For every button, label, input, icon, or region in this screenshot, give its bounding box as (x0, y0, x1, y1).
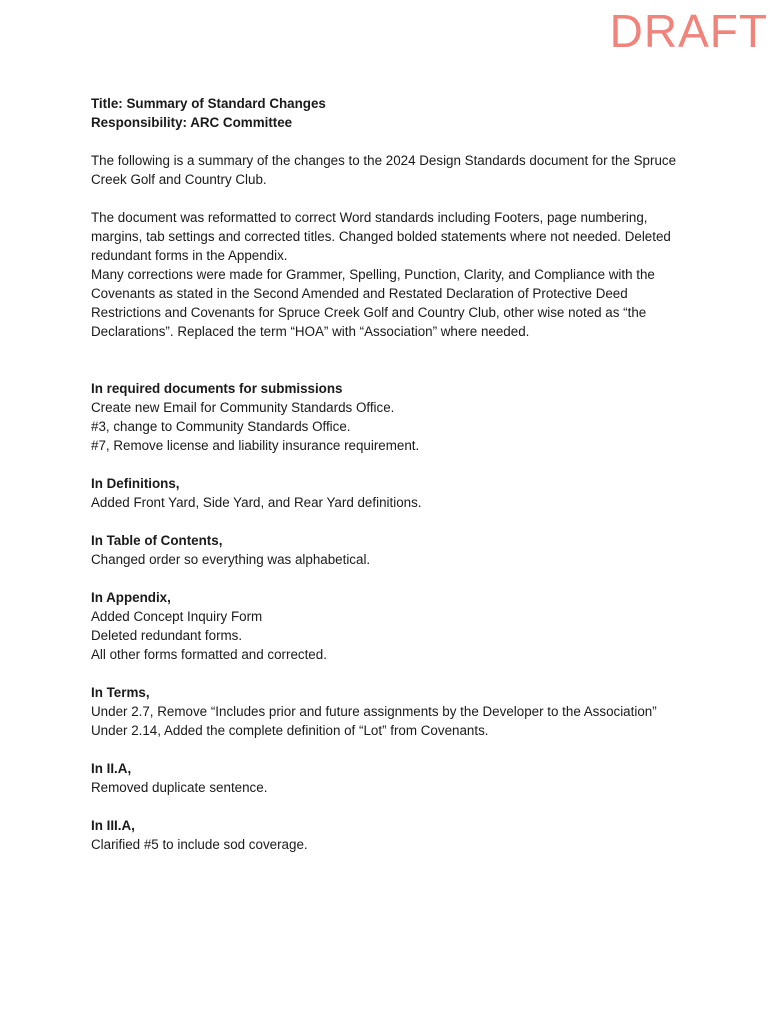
intro-paragraph: The following is a summary of the changes to the 2024 Design Standards document for the Spruce Creek Golf and Country Club. (91, 153, 677, 187)
section-line: Changed order so everything was alphabetical. (91, 552, 371, 567)
section-heading: In required documents for submissions (91, 381, 343, 396)
section-heading: In Appendix, (91, 590, 171, 605)
section-table-of-contents (91, 531, 691, 569)
section-line: All other forms formatted and corrected. (91, 647, 327, 662)
section-line: Added Concept Inquiry Form (91, 609, 263, 624)
responsibility-line: Responsibility: ARC Committee (91, 115, 293, 130)
section-terms (91, 683, 691, 740)
section-definitions (91, 474, 691, 512)
section-line: Clarified #5 to include sod coverage. (91, 837, 308, 852)
section-line: Added Front Yard, Side Yard, and Rear Yard definitions. (91, 495, 422, 510)
section-line: Removed duplicate sentence. (91, 780, 268, 795)
document-title: Title: Summary of Standard Changes (91, 96, 326, 111)
section-line: #3, change to Community Standards Office. (91, 419, 351, 434)
section-heading: In Table of Contents, (91, 533, 223, 548)
section-heading: In Definitions, (91, 476, 180, 491)
section-line: #7, Remove license and liability insurance requirement. (91, 438, 420, 453)
draft-watermark: DRAFT (609, 5, 768, 57)
section-heading: In II.A, (91, 761, 132, 776)
section-ii-a (91, 759, 691, 797)
section-iii-a (91, 816, 691, 854)
section-appendix (91, 588, 691, 664)
section-line: Under 2.7, Remove “Includes prior and future assignments by the Developer to the Association” (91, 704, 657, 719)
body-paragraph-reformat: The document was reformatted to correct Word standards including Footers, page numbering, margins, tab settings and corrected titles. Changed bolded statements where not needed. Deleted redundant forms in the Appendix. (91, 210, 671, 263)
document-body (91, 94, 691, 854)
section-heading: In Terms, (91, 685, 150, 700)
section-line: Under 2.14, Added the complete definition of “Lot” from Covenants. (91, 723, 489, 738)
section-line: Deleted redundant forms. (91, 628, 243, 643)
section-line: Create new Email for Community Standards Office. (91, 400, 395, 415)
section-heading: In III.A, (91, 818, 135, 833)
body-paragraph-corrections: Many corrections were made for Grammer, Spelling, Punction, Clarity, and Compliance with the Covenants as stated in the Second Amended and Restated Declaration of Protective Deed Restrictions and Covenants for Spruce Creek Golf and Country Club, other wise noted as “the Declarations”. Replaced the term “HOA” with “Association” where needed. (91, 267, 655, 339)
section-required-documents (91, 379, 691, 455)
